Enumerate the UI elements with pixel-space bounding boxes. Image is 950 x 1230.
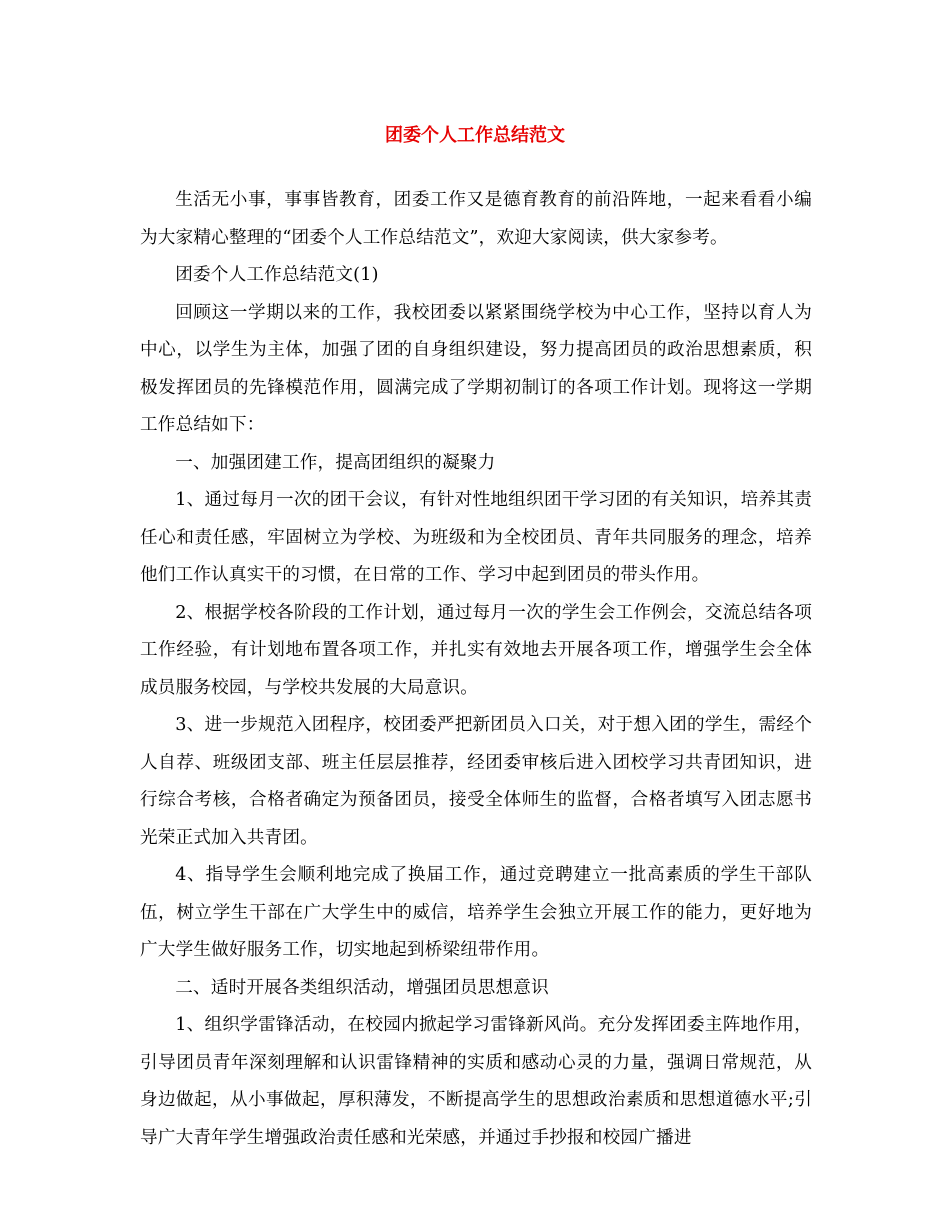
body-paragraph: 3、进一步规范入团程序，校团委严把新团员入口关，对于想入团的学生，需经个人自荐、班级团支部、班主任层层推荐，经团委审核后进入团校学习共青团知识，进行综合考核，合格者确定为预备团员，接受全体师生的监督，合格者填写入团志愿书光荣正式加入共青团。 [140,715,812,848]
body-paragraph: 1、通过每月一次的团干会议，有针对性地组织团干学习团的有关知识，培养其责任心和责任感，牢固树立为学校、为班级和为全校团员、青年共同服务的理念，培养他们工作认真实干的习惯，在日常的工作、学习中起到团员的带头作用。 [140,490,812,585]
intro-paragraph: 生活无小事，事事皆教育，团委工作又是德育教育的前沿阵地，一起来看看小编为大家精心整理的“团委个人工作总结范文”，欢迎大家阅读，供大家参考。 [140,190,812,248]
document-title: 团委个人工作总结范文 [385,125,565,146]
section-heading: 团委个人工作总结范文(1) [175,265,379,285]
section-heading: 一、加强团建工作，提高团组织的凝聚力 [175,452,496,473]
body-paragraph: 4、指导学生会顺利地完成了换届工作，通过竞聘建立一批高素质的学生干部队伍，树立学生干部在广大学生中的威信，培养学生会独立开展工作的能力，更好地为广大学生做好服务工作，切实地起到桥梁纽带作用。 [140,865,812,960]
body-paragraph: 1、组织学雷锋活动，在校园内掀起学习雷锋新风尚。充分发挥团委主阵地作用，引导团员青年深刻理解和认识雷锋精神的实质和感动心灵的力量，强调日常规范，从身边做起，从小事做起，厚积薄发，不断提高学生的思想政治素质和思想道德水平;引导广大青年学生增强政治责任感和光荣感，并通过手抄报和校园广播进 [140,1015,812,1148]
body-paragraph: 2、根据学校各阶段的工作计划，通过每月一次的学生会工作例会，交流总结各项工作经验，有计划地布置各项工作，并扎实有效地去开展各项工作，增强学生会全体成员服务校园，与学校共发展的大局意识。 [140,602,812,698]
body-paragraph: 回顾这一学期以来的工作，我校团委以紧紧围绕学校为中心工作，坚持以育人为中心，以学生为主体，加强了团的自身组织建设，努力提高团员的政治思想素质，积极发挥团员的先锋模范作用，圆满完成了学期初制订的各项工作计划。现将这一学期工作总结如下： [140,302,812,435]
document-body [140,182,812,1157]
section-heading: 二、适时开展各类组织活动，增强团员思想意识 [175,977,549,998]
